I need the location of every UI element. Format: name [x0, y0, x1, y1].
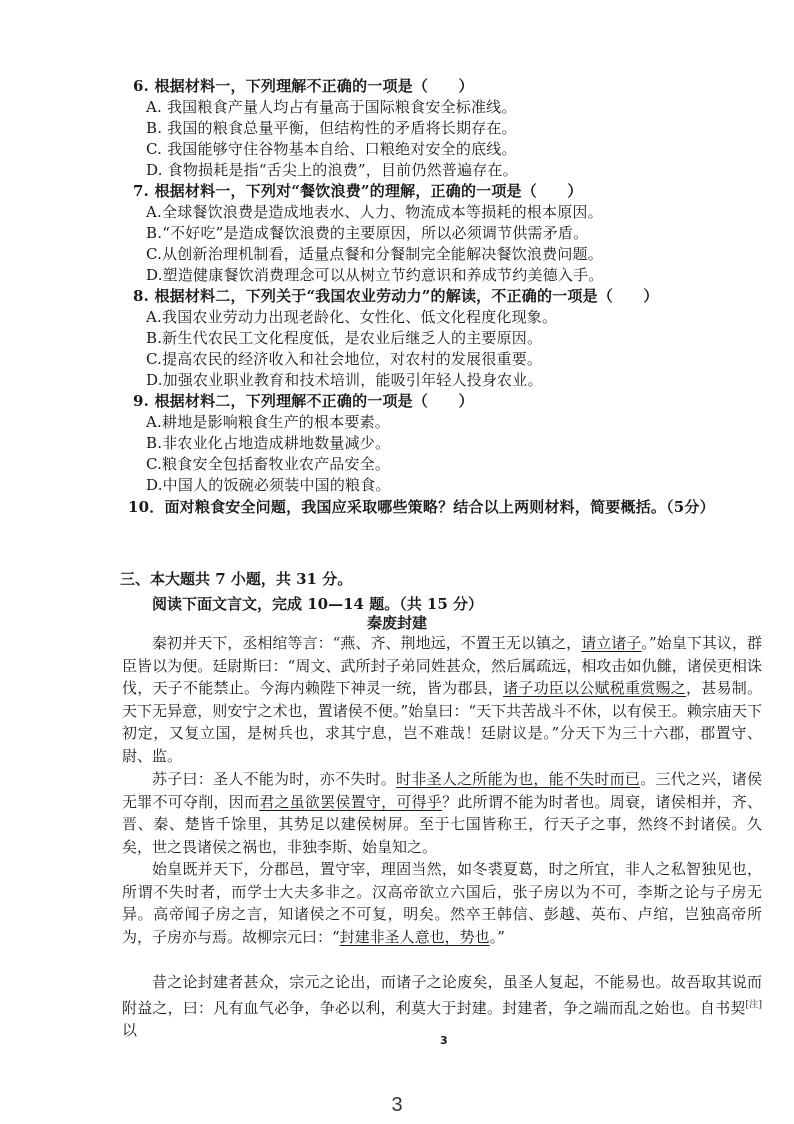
question-8-option-c: C.提高农民的经济收入和社会地位，对农村的发展很重要。 — [146, 350, 543, 368]
question-6-stem: 6. 根据材料一，下列理解不正确的一项是（ ） — [133, 77, 474, 95]
p2-text-c: ？此所谓不能为时者也。周衰，诸侯相并，齐、晋、秦、楚皆千馀里，其势足以建侯树屏。至于七国皆称王，行天子之事，然终不封诸侯。久矣，世之畏诸侯之祸也，非独李斯、始皇知之。 — [122, 792, 762, 856]
p2-text-b: 。三代之兴，诸侯无罪不可夺削，因而 — [122, 770, 762, 811]
p1-text-a: 秦初并天下，丞相绾等言：“燕、齐、荆地远，不置王无以镇之， — [152, 634, 582, 652]
question-8-stem: 8. 根据材料二，下列关于“我国农业劳动力”的解读，不正确的一项是（ ） — [133, 287, 659, 305]
question-9-option-d: D.中国人的饭碗必须装中国的粮食。 — [146, 476, 391, 494]
passage-paragraph-2 — [122, 768, 762, 858]
question-6-option-d: D. 食物损耗是指“舌尖上的浪费”，目前仍然普遍存在。 — [146, 161, 518, 179]
question-7-option-d: D.塑造健康餐饮消费理念可以从树立节约意识和养成节约美德入手。 — [146, 266, 604, 284]
p3-text-a: 始皇既并天下，分郡邑，置守宰，理固当然，如冬裘夏葛，时之所宜，非人之私智独见也，所谓不失时者，而学士大夫多非之。汉高帝欲立六国后，张子房以为不可，李斯之论与子房无异。高帝闻子房之言，知诸侯之不可复，明矣。然卒王韩信、彭越、英布、卢绾，岂独高帝所为，子房亦与焉。故柳宗元曰：“ — [122, 860, 762, 946]
passage-paragraph-4 — [122, 971, 762, 1042]
p4-text-a: 昔之论封建者甚众，宗元之论出，而诸子之论废矣，虽圣人复起，不能易也。故吾取其说而附益之，曰：凡有血气必争，争必以利，利莫大于封建。封建者，争之端而乱之始也。自书契 — [122, 973, 762, 1017]
section-heading: 三、本大题共 7 小题，共 31 分。 — [120, 570, 353, 588]
p3-underlined-1: 封建非圣人意也，势也 — [339, 927, 490, 946]
question-9-option-c: C.粮食安全包括畜牧业农产品安全。 — [146, 455, 391, 473]
question-8-option-a: A.我国农业劳动力出现老龄化、女性化、低文化程度化现象。 — [146, 308, 558, 326]
question-7-option-c: C.从创新治理机制看，适量点餐和分餐制完全能解决餐饮浪费问题。 — [146, 245, 603, 263]
page-number-small: 3 — [440, 1034, 448, 1047]
p2-underlined-1: 时非圣人之所能为也，能不失时而已 — [396, 770, 641, 788]
p4-text-b: 以 — [122, 1021, 138, 1039]
question-10: 10．面对粮食安全问题，我国应采取哪些策略？结合以上两则材料，简要概括。（5分） — [128, 498, 715, 516]
article-title: 秦废封建 — [366, 614, 427, 632]
p1-text-c: ，甚易制。天下无异意，则安宁之术也，置诸侯不便。”始皇曰：“天下共苦战斗不休，以有侯王。赖宗庙天下初定，又复立国，是树兵也，求其宁息，岂不难哉！廷尉议是。”分天下为三十六郡，郡置守、尉、监。 — [122, 679, 762, 765]
footnote-marker: [注] — [745, 999, 762, 1010]
passage-paragraph-3 — [122, 858, 762, 948]
p1-underlined-2: 诸子功臣以公赋税重赏赐之 — [503, 679, 686, 697]
passage-paragraph-1 — [122, 632, 762, 767]
p1-text-b: 。”始皇下其议，群臣皆以为便。廷尉斯曰：“周文、武所封子弟同姓甚众，然后属疏远，相攻击如仇雠，诸侯更相诛伐，天子不能禁止。今海内赖陛下神灵一统，皆为郡县， — [122, 634, 762, 697]
question-8-option-b: B.新生代农民工文化程度低，是农业后继乏人的主要原因。 — [146, 329, 543, 347]
question-9-option-b: B.非农业化占地造成耕地数量减少。 — [146, 434, 391, 452]
question-6-option-b: B. 我国的粮食总量平衡，但结构性的矛盾将长期存在。 — [146, 119, 517, 137]
section-instruction: 阅读下面文言文，完成 10—14 题。（共 15 分） — [152, 595, 484, 613]
question-7-stem: 7. 根据材料一，下列对“餐饮浪费”的理解，正确的一项是（ ） — [133, 182, 583, 200]
question-9-option-a: A.耕地是影响粮食生产的根本要素。 — [146, 413, 391, 431]
p2-underlined-2: 君之虽欲罢侯置守，可得乎 — [259, 792, 443, 811]
p1-underlined-1: 请立诸子 — [581, 634, 642, 652]
page-number-large: 3 — [391, 1094, 403, 1116]
question-6-option-c: C. 我国能够守住谷物基本自给、口粮绝对安全的底线。 — [146, 140, 517, 158]
question-7-option-a: A.全球餐饮浪费是造成地表水、人力、物流成本等损耗的根本原因。 — [146, 203, 603, 221]
question-9-stem: 9. 根据材料二，下列理解不正确的一项是（ ） — [133, 392, 474, 410]
p2-text-a: 苏子曰：圣人不能为时，亦不失时。 — [152, 770, 397, 788]
question-6-option-a: A. 我国粮食产量人均占有量高于国际粮食安全标准线。 — [146, 98, 517, 116]
question-8-option-d: D.加强农业职业教育和技术培训，能吸引年轻人投身农业。 — [146, 371, 543, 389]
p3-text-b: 。” — [489, 927, 505, 946]
question-7-option-b: B.“不好吃”是造成餐饮浪费的主要原因，所以必须调节供需矛盾。 — [146, 224, 589, 242]
